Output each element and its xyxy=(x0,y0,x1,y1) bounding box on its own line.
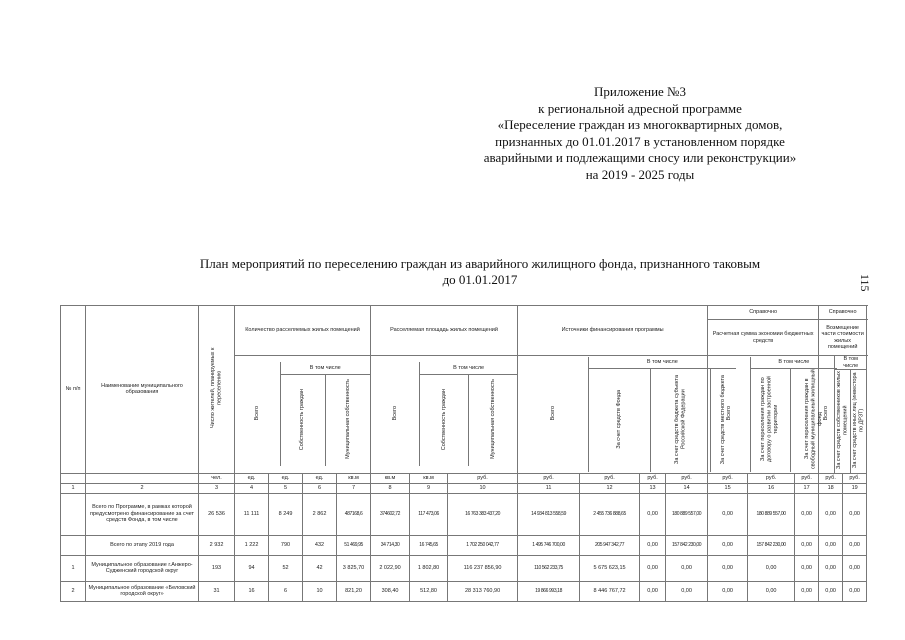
row-name: Муниципальное образование г.Анжеро-Судженский городской округ xyxy=(86,555,199,581)
unit-cell: руб. xyxy=(448,473,518,483)
value-text: 110 562 233,75 xyxy=(534,564,563,571)
economy-total-label: Всего xyxy=(725,405,732,421)
value-text: 0,00 xyxy=(849,510,860,517)
row-value xyxy=(371,493,410,535)
unit-cell: кв.м xyxy=(371,473,410,483)
compensation-c18 xyxy=(835,370,851,473)
value-text: 0,00 xyxy=(801,587,812,594)
column-number: 10 xyxy=(448,483,518,493)
row-value xyxy=(580,493,640,535)
row-value xyxy=(843,581,867,601)
value-text: 512,80 xyxy=(420,587,437,594)
economy-total xyxy=(708,357,750,472)
unit-cell: ед. xyxy=(235,473,269,483)
column-number: 16 xyxy=(748,483,795,493)
sources-fund-label: За счет средств Фонда xyxy=(615,389,622,449)
unit-cell: руб. xyxy=(708,473,748,483)
economy-c16-label: За счет переселения граждан в свободный муниципальный жилищный фонд xyxy=(804,369,824,470)
value-text: 0,00 xyxy=(825,541,836,548)
value-text: 6 xyxy=(283,587,288,594)
value-text: 8 446 767,72 xyxy=(593,587,626,594)
row-value xyxy=(843,493,867,535)
row-value xyxy=(748,581,795,601)
rooms-total-label: Всего xyxy=(254,405,260,421)
value-text: 2 932 xyxy=(209,541,224,548)
rooms-including: В том числе xyxy=(280,362,370,374)
plan-title-line: до 01.01.2017 xyxy=(442,272,518,287)
value-text: 0,00 xyxy=(647,564,658,571)
unit-cell: руб. xyxy=(666,473,708,483)
row-value xyxy=(235,493,269,535)
value-text: 374602,72 xyxy=(380,510,401,517)
table-row xyxy=(61,555,867,581)
value-text: 0,00 xyxy=(681,587,692,594)
row-value xyxy=(448,493,518,535)
value-text: 0,00 xyxy=(765,564,777,571)
row-value xyxy=(708,581,748,601)
value-text: 0,00 xyxy=(722,541,733,548)
area-municipal-label: Муниципальная собственность xyxy=(489,379,496,460)
row-value xyxy=(410,555,448,581)
area-municipal xyxy=(468,374,517,466)
column-number: 1 xyxy=(61,483,86,493)
row-value xyxy=(235,581,269,601)
value-text: 0,00 xyxy=(722,510,733,517)
row-value xyxy=(337,555,371,581)
economy-subtable xyxy=(708,357,837,472)
row-value xyxy=(640,581,666,601)
value-text: 94 xyxy=(248,564,255,571)
row-value xyxy=(199,555,235,581)
value-text: 432 xyxy=(314,541,325,548)
row-value xyxy=(708,535,748,555)
value-text: 0,00 xyxy=(722,564,733,571)
value-text: 16 763 383 437,20 xyxy=(465,510,500,517)
table-row xyxy=(61,493,867,535)
rooms-municipal xyxy=(325,374,370,466)
value-text: 0,00 xyxy=(825,587,836,594)
appendix-line: к региональной адресной программе xyxy=(538,100,742,116)
sources-including: В том числе xyxy=(588,357,736,369)
value-text: 180 889 557,00 xyxy=(672,510,702,517)
row-value xyxy=(640,535,666,555)
unit-cell xyxy=(86,473,199,483)
value-text: 157 842 230,00 xyxy=(756,541,786,548)
value-text: 0,00 xyxy=(801,541,812,548)
value-text: 1 702 250 042,77 xyxy=(466,541,499,548)
column-number: 2 xyxy=(86,483,199,493)
sources-sub xyxy=(518,356,727,474)
header-name-label: Наименование муниципального образования xyxy=(101,382,183,396)
column-number: 6 xyxy=(303,483,337,493)
row-value xyxy=(518,493,580,535)
value-text: 117 473,06 xyxy=(418,510,439,517)
unit-cell: руб. xyxy=(795,473,819,483)
unit-cell: руб. xyxy=(580,473,640,483)
column-number: 12 xyxy=(580,483,640,493)
row-value xyxy=(795,535,819,555)
value-text: 0,00 xyxy=(825,564,836,571)
unit-cell: ед. xyxy=(303,473,337,483)
resettlement-plan-table xyxy=(60,305,867,602)
row-value xyxy=(580,535,640,555)
value-text: 16 xyxy=(248,587,255,594)
row-value xyxy=(580,555,640,581)
value-text: 0,00 xyxy=(722,587,733,594)
economy-including: В том числе xyxy=(750,357,837,369)
header-reference-2: Справочно xyxy=(819,306,867,320)
rooms-private xyxy=(280,374,325,466)
value-text: 0,00 xyxy=(849,587,860,594)
area-total xyxy=(371,362,420,466)
header-compensation-group: Возмещение части стоимости жилых помещений xyxy=(819,320,867,356)
row-value xyxy=(269,535,303,555)
unit-cell: чел. xyxy=(199,473,235,483)
plan-title-line: План мероприятий по переселению граждан из аварийного жилищного фонда, признанного таковым xyxy=(199,256,761,271)
column-number: 7 xyxy=(337,483,371,493)
value-text: 26 536 xyxy=(208,510,225,517)
row-value xyxy=(269,555,303,581)
row-value xyxy=(748,493,795,535)
row-value xyxy=(371,555,410,581)
row-name: Всего по этапу 2019 года xyxy=(86,535,199,555)
appendix-header xyxy=(440,84,840,183)
value-text: 0,00 xyxy=(681,564,692,571)
rooms-sub xyxy=(235,356,371,474)
row-value xyxy=(410,535,448,555)
column-number: 14 xyxy=(666,483,708,493)
row-value xyxy=(269,493,303,535)
row-value xyxy=(235,535,269,555)
value-text: 0,00 xyxy=(647,587,658,594)
row-value xyxy=(337,493,371,535)
column-numbers-row xyxy=(61,483,867,493)
appendix-line: аварийными и подлежащими сносу или реконструкции» xyxy=(483,150,797,165)
row-value xyxy=(448,555,518,581)
value-text: 1 802,80 xyxy=(417,564,440,571)
value-text: 487168,6 xyxy=(344,510,363,517)
column-number: 15 xyxy=(708,483,748,493)
column-number: 13 xyxy=(640,483,666,493)
row-num xyxy=(61,493,86,535)
row-value xyxy=(410,493,448,535)
row-value xyxy=(410,581,448,601)
appendix-line: «Переселение граждан из многоквартирных домов, xyxy=(497,117,783,132)
header-reference-1: Справочно xyxy=(708,306,819,320)
row-value xyxy=(666,555,708,581)
value-text: 0,00 xyxy=(765,587,777,594)
area-private-label: Собственность граждан xyxy=(440,388,447,450)
unit-cell xyxy=(61,473,86,483)
header-name xyxy=(86,306,199,474)
compensation-c19-label: За счет средств иных лиц (инвестора по ДРЗТ) xyxy=(852,372,865,468)
appendix-line: признанных до 01.01.2017 в установленном порядке xyxy=(495,133,785,149)
compensation-total-label: Всего xyxy=(823,405,830,421)
row-value xyxy=(448,535,518,555)
row-name: Муниципальное образование «Беловский городской округ» xyxy=(86,581,199,601)
column-number: 19 xyxy=(843,483,867,493)
row-value xyxy=(819,493,843,535)
value-text: 2 455 736 888,65 xyxy=(593,510,626,517)
column-number: 5 xyxy=(269,483,303,493)
value-text: 308,40 xyxy=(381,587,399,594)
value-text: 1 495 746 700,00 xyxy=(532,541,565,548)
value-text: 1 222 xyxy=(244,541,259,548)
row-value xyxy=(843,535,867,555)
row-value xyxy=(819,555,843,581)
row-num: 1 xyxy=(61,555,86,581)
header-sources-group: Источники финансирования программы xyxy=(518,306,708,356)
row-value xyxy=(371,581,410,601)
row-value xyxy=(269,581,303,601)
value-text: 52 xyxy=(282,564,289,571)
unit-cell: руб. xyxy=(819,473,843,483)
row-value xyxy=(337,581,371,601)
row-num xyxy=(61,535,86,555)
row-value xyxy=(580,581,640,601)
row-value xyxy=(199,535,235,555)
unit-cell: руб. xyxy=(518,473,580,483)
row-value xyxy=(843,555,867,581)
compensation-c19 xyxy=(850,370,866,473)
row-value xyxy=(371,535,410,555)
economy-c15 xyxy=(750,369,790,472)
appendix-line: на 2019 - 2025 годы xyxy=(585,166,695,182)
row-value xyxy=(795,493,819,535)
value-text: 3 825,70 xyxy=(342,564,365,571)
row-value xyxy=(199,493,235,535)
column-number: 11 xyxy=(518,483,580,493)
compensation-c18-label: За счет средств собственников жилых помещений xyxy=(836,371,849,469)
row-value xyxy=(235,555,269,581)
value-text: 31 xyxy=(213,587,220,594)
header-num xyxy=(61,306,86,474)
unit-cell: ед. xyxy=(269,473,303,483)
row-value xyxy=(748,555,795,581)
table-row xyxy=(61,581,867,601)
row-value xyxy=(518,535,580,555)
sources-subject-budget xyxy=(650,369,710,472)
value-text: 0,00 xyxy=(801,564,812,571)
row-value xyxy=(518,555,580,581)
value-text: 14 934 813 558,59 xyxy=(531,510,567,517)
value-text: 180 889 557,00 xyxy=(756,510,786,517)
row-value xyxy=(666,535,708,555)
area-total-label: Всего xyxy=(391,405,398,421)
economy-c15-label: За счет переселения граждан по договору о развитии застроенной территории xyxy=(760,376,780,463)
value-text: 8 249 xyxy=(278,510,293,517)
row-value xyxy=(303,535,337,555)
rooms-private-label: Собственность граждан xyxy=(299,388,306,450)
value-text: 0,00 xyxy=(849,541,860,548)
row-value xyxy=(640,555,666,581)
column-number: 18 xyxy=(819,483,843,493)
row-value xyxy=(666,581,708,601)
unit-cell: кв.м xyxy=(410,473,448,483)
sources-total xyxy=(518,357,588,472)
sources-total-label: Всего xyxy=(549,405,556,421)
value-text: 34 714,30 xyxy=(380,541,400,548)
value-text: 193 xyxy=(211,564,222,571)
row-num: 2 xyxy=(61,581,86,601)
area-subtable xyxy=(371,362,517,466)
row-value xyxy=(518,581,580,601)
unit-cell: руб. xyxy=(640,473,666,483)
value-text: 116 237 856,90 xyxy=(463,564,502,571)
row-value xyxy=(199,581,235,601)
row-name: Всего по Программе, в рамках которой предусмотрено финансирование за счет средств Фонда, в том числе xyxy=(86,493,199,535)
column-number: 4 xyxy=(235,483,269,493)
row-value xyxy=(337,535,371,555)
value-text: 205 947 342,77 xyxy=(594,541,625,548)
compensation-including: В том числе xyxy=(835,356,866,370)
rooms-total xyxy=(235,362,280,466)
value-text: 5 675 623,15 xyxy=(593,564,626,571)
value-text: 790 xyxy=(280,541,291,548)
row-value xyxy=(303,493,337,535)
row-value xyxy=(448,581,518,601)
header-economy-group: Расчетная сумма экономии бюджетных средств xyxy=(708,320,819,356)
row-value xyxy=(795,555,819,581)
units-row xyxy=(61,473,867,483)
plan-title xyxy=(110,256,850,288)
column-number: 9 xyxy=(410,483,448,493)
value-text: 0,00 xyxy=(647,510,658,517)
unit-cell: кв.м xyxy=(337,473,371,483)
header-rooms-group: Количество расселяемых жилых помещений xyxy=(235,306,371,356)
value-text: 42 xyxy=(316,564,323,571)
column-number: 3 xyxy=(199,483,235,493)
header-area-group: Расселяемая площадь жилых помещений xyxy=(371,306,518,356)
sources-local-budget-label: За счет средств местного бюджета xyxy=(720,374,727,464)
compensation-subtable xyxy=(819,356,866,473)
appendix-line: Приложение №3 xyxy=(594,84,686,99)
value-text: 10 xyxy=(316,587,323,594)
value-text: 0,00 xyxy=(849,564,860,571)
value-text: 51 469,95 xyxy=(344,541,363,548)
sources-fund xyxy=(588,369,650,472)
value-text: 0,00 xyxy=(647,541,658,548)
value-text: 16 745,65 xyxy=(419,541,438,548)
table-row xyxy=(61,535,867,555)
row-value xyxy=(666,493,708,535)
row-value xyxy=(795,581,819,601)
value-text: 0,00 xyxy=(825,510,836,517)
sources-subtable xyxy=(518,357,736,472)
rooms-municipal-label: Муниципальная собственность xyxy=(344,379,351,460)
column-number: 8 xyxy=(371,483,410,493)
row-value xyxy=(708,555,748,581)
row-value xyxy=(708,493,748,535)
value-text: 821,20 xyxy=(345,587,362,594)
value-text: 0,00 xyxy=(801,510,812,517)
row-value xyxy=(303,555,337,581)
row-value xyxy=(640,493,666,535)
header-num-label: № п/п xyxy=(65,386,81,392)
header-residents-label: Число жителей, планируемых к переселению xyxy=(210,347,223,429)
header-residents xyxy=(199,306,235,474)
column-number: 17 xyxy=(795,483,819,493)
page-number: 115 xyxy=(858,274,872,292)
compensation-sub xyxy=(819,356,867,474)
value-text: 2 022,90 xyxy=(379,564,401,571)
value-text: 28 313 760,90 xyxy=(464,587,501,594)
row-value xyxy=(819,581,843,601)
sources-subject-budget-label: За счет средств бюджета субъекта Российской Федерации xyxy=(673,374,687,464)
value-text: 2 862 xyxy=(312,510,327,517)
row-value xyxy=(748,535,795,555)
value-text: 19 866 993,18 xyxy=(535,587,562,594)
value-text: 157 842 230,00 xyxy=(672,541,702,548)
area-private xyxy=(420,374,469,466)
row-value xyxy=(819,535,843,555)
row-value xyxy=(303,581,337,601)
rooms-subtable xyxy=(235,362,370,466)
area-sub xyxy=(371,356,518,474)
unit-cell: руб. xyxy=(748,473,795,483)
value-text: 11 111 xyxy=(243,510,260,517)
unit-cell: руб. xyxy=(843,473,867,483)
area-including: В том числе xyxy=(420,362,517,374)
